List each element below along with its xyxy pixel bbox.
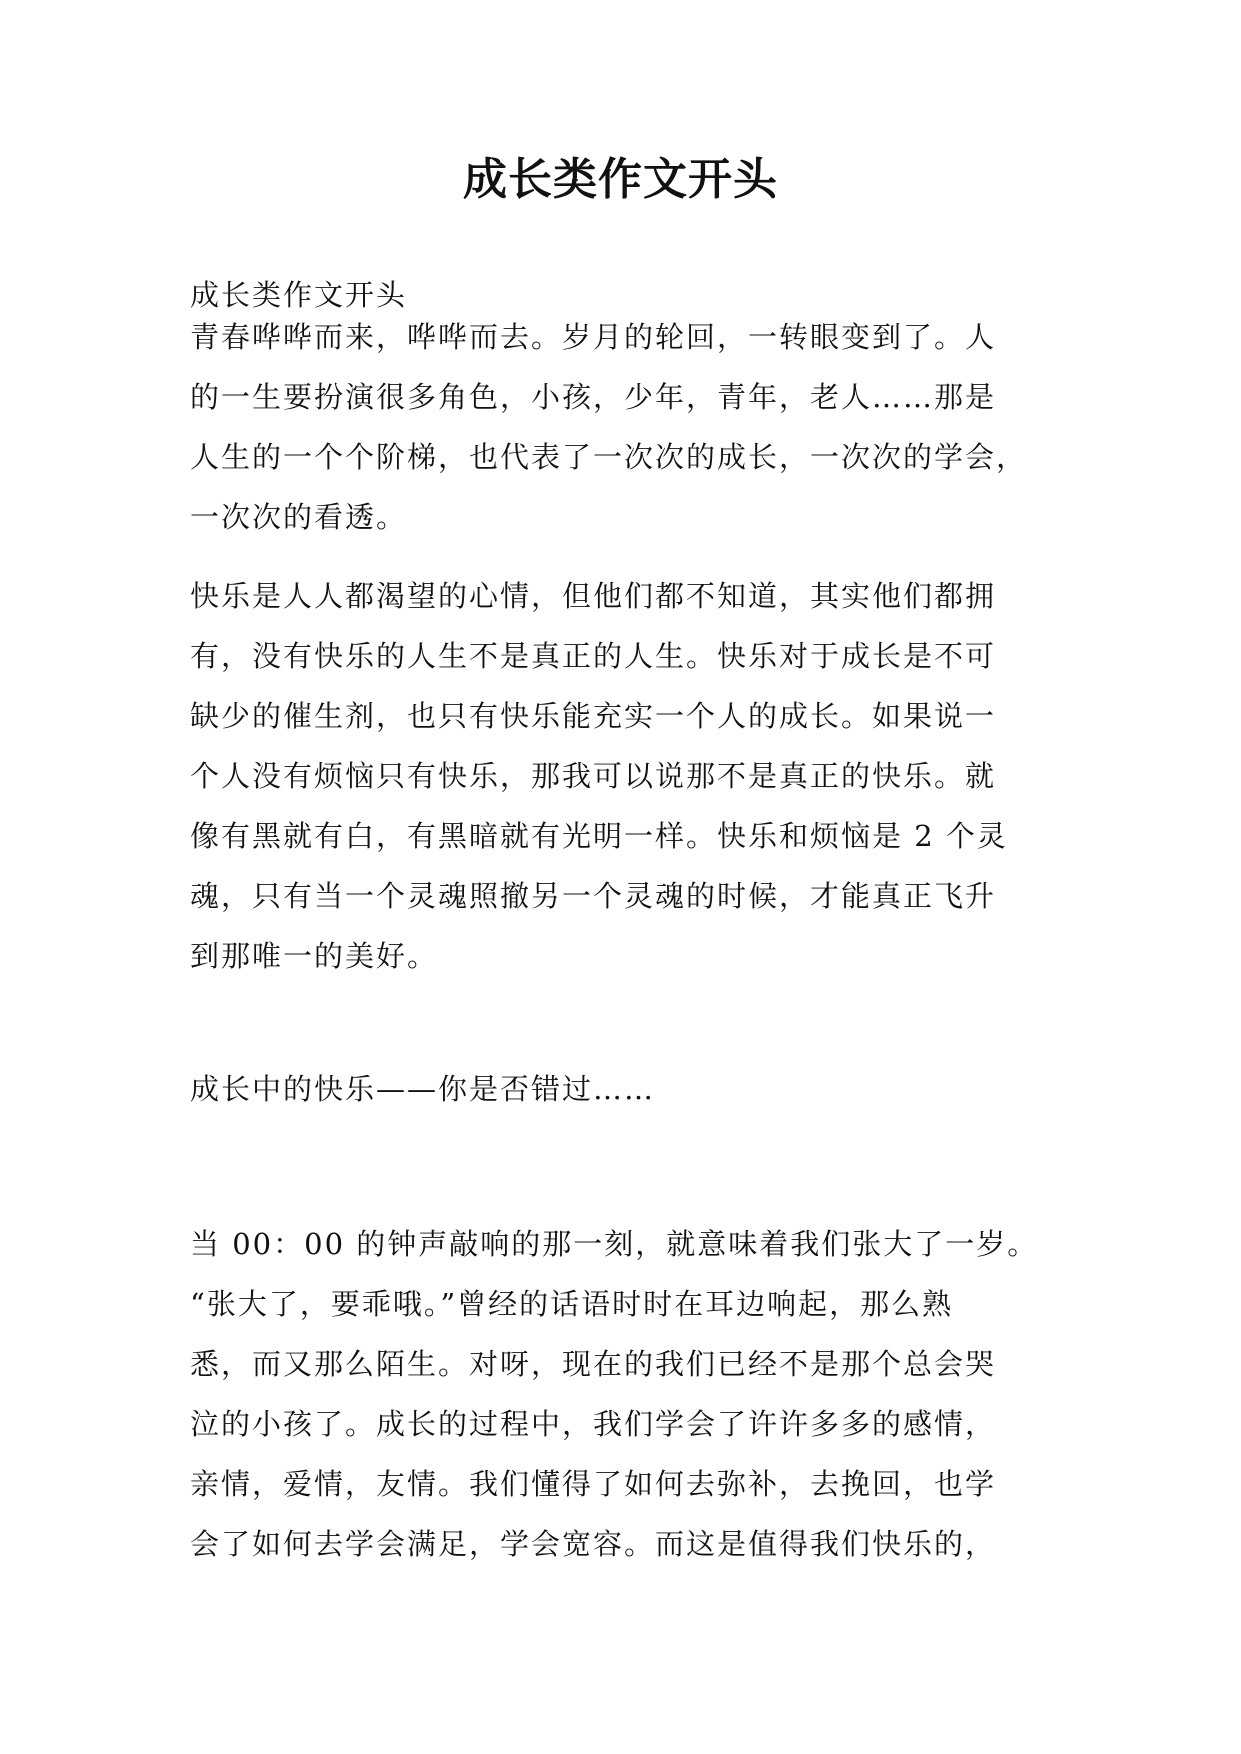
paragraph-line: 悉，而又那么陌生。对呀，现在的我们已经不是那个总会哭: [190, 1347, 997, 1381]
paragraph-line: 人生的一个个阶梯，也代表了一次次的成长，一次次的学会，: [190, 440, 1028, 474]
subtitle-line: 成长类作文开头: [190, 278, 408, 312]
paragraph-line: 亲情，爱情，友情。我们懂得了如何去弥补，去挽回，也学: [190, 1467, 997, 1501]
paragraph-line: 泣的小孩了。成长的过程中，我们学会了许许多多的感情，: [190, 1407, 997, 1441]
paragraph-line: 当 00：00 的钟声敲响的那一刻，就意味着我们张大了一岁。: [190, 1227, 1039, 1261]
paragraph-2: [190, 566, 1090, 986]
paragraph-1: [190, 307, 1090, 547]
paragraph-line: 青春哗哗而来，哗哗而去。岁月的轮回，一转眼变到了。人: [190, 320, 997, 354]
paragraph-line: 魂，只有当一个灵魂照撤另一个灵魂的时候，才能真正飞升: [190, 879, 997, 913]
paragraph-line: 的一生要扮演很多角色，小孩，少年，青年，老人……那是: [190, 380, 997, 414]
paragraph-line: 有，没有快乐的人生不是真正的人生。快乐对于成长是不可: [190, 639, 997, 673]
paragraph-line: 到那唯一的美好。: [190, 939, 439, 973]
section-heading: [190, 1059, 1090, 1119]
paragraph-3: [190, 1214, 1090, 1574]
paragraph-line: 快乐是人人都渴望的心情，但他们都不知道，其实他们都拥: [190, 579, 997, 613]
document-title: 成长类作文开头: [463, 154, 778, 205]
paragraph-line: 个人没有烦恼只有快乐，那我可以说那不是真正的快乐。就: [190, 759, 997, 793]
paragraph-line: 像有黑就有白，有黑暗就有光明一样。快乐和烦恼是 2 个灵: [190, 819, 1008, 853]
paragraph-line: “张大了，要乖哦。”曾经的话语时时在耳边响起，那么熟: [190, 1287, 954, 1321]
paragraph-line: 缺少的催生剂，也只有快乐能充实一个人的成长。如果说一: [190, 699, 997, 733]
section-heading-line: 成长中的快乐——你是否错过……: [190, 1072, 656, 1106]
paragraph-line: 一次次的看透。: [190, 500, 408, 534]
paragraph-line: 会了如何去学会满足，学会宽容。而这是值得我们快乐的，: [190, 1527, 997, 1561]
